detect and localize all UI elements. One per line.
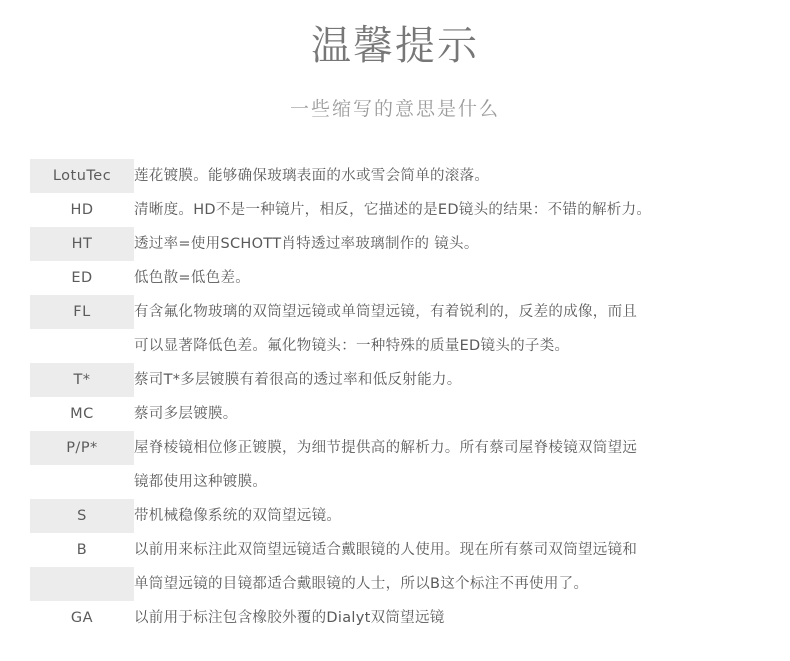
glossary-term: ED (71, 270, 93, 286)
table-row (30, 295, 760, 329)
table-row (30, 431, 760, 465)
table-row (30, 329, 760, 363)
glossary-term: HT (30, 227, 134, 261)
glossary-description: 带机械稳像系统的双筒望远镜。 (134, 508, 342, 524)
glossary-term: HD (70, 202, 94, 218)
glossary-description: 蔡司多层镀膜。 (134, 406, 238, 422)
glossary-description: 屋脊棱镜相位修正镀膜，为细节提供高的解析力。所有蔡司屋脊棱镜双筒望远 (134, 440, 638, 456)
glossary-description: 可以显著降低色差。氟化物镜头：一种特殊的质量ED镜头的子类。 (134, 338, 570, 354)
page-title: 温馨提示 (311, 23, 479, 69)
table-row (30, 193, 760, 227)
glossary-description: 莲花镀膜。能够确保玻璃表面的水或雪会简单的滚落。 (134, 168, 490, 184)
glossary-table (30, 159, 760, 635)
table-row (30, 567, 760, 601)
glossary-description: 单筒望远镜的目镜都适合戴眼镜的人士，所以B这个标注不再使用了。 (134, 576, 589, 592)
table-row (30, 465, 760, 499)
glossary-term: LotuTec (30, 159, 134, 193)
glossary-term: B (76, 542, 88, 558)
page-header (0, 0, 790, 121)
glossary-description: 有含氟化物玻璃的双筒望远镜或单筒望远镜，有着锐利的，反差的成像，而且 (134, 304, 638, 320)
page-subtitle: 一些缩写的意思是什么 (289, 98, 500, 120)
glossary-term (30, 329, 134, 363)
table-row (30, 159, 760, 193)
glossary-description: 透过率=使用SCHOTT肖特透过率玻璃制作的 镜头。 (134, 236, 479, 252)
table-row (30, 363, 760, 397)
glossary-term: FL (30, 295, 134, 329)
glossary-description: 以前用于标注包含橡胶外覆的Dialyt双筒望远镜 (134, 610, 445, 626)
table-row (30, 227, 760, 261)
table-row (30, 397, 760, 431)
table-row (30, 499, 760, 533)
glossary-description: 以前用来标注此双筒望远镜适合戴眼镜的人使用。现在所有蔡司双筒望远镜和 (134, 542, 638, 558)
glossary-term: T* (30, 363, 134, 397)
table-row (30, 601, 760, 635)
glossary-term: P/P* (30, 431, 134, 465)
glossary-term (30, 465, 134, 499)
glossary-table-wrapper (30, 159, 760, 635)
table-row (30, 533, 760, 567)
glossary-term: S (30, 499, 134, 533)
glossary-description: 低色散=低色差。 (134, 270, 251, 286)
table-row (30, 261, 760, 295)
glossary-term: MC (70, 406, 94, 422)
glossary-description: 蔡司T*多层镀膜有着很高的透过率和低反射能力。 (134, 372, 462, 388)
glossary-term (30, 567, 134, 601)
glossary-term: GA (70, 610, 94, 626)
glossary-description: 清晰度。HD不是一种镜片，相反，它描述的是ED镜头的结果：不错的解析力。 (134, 202, 652, 218)
glossary-description: 镜都使用这种镀膜。 (134, 474, 268, 490)
